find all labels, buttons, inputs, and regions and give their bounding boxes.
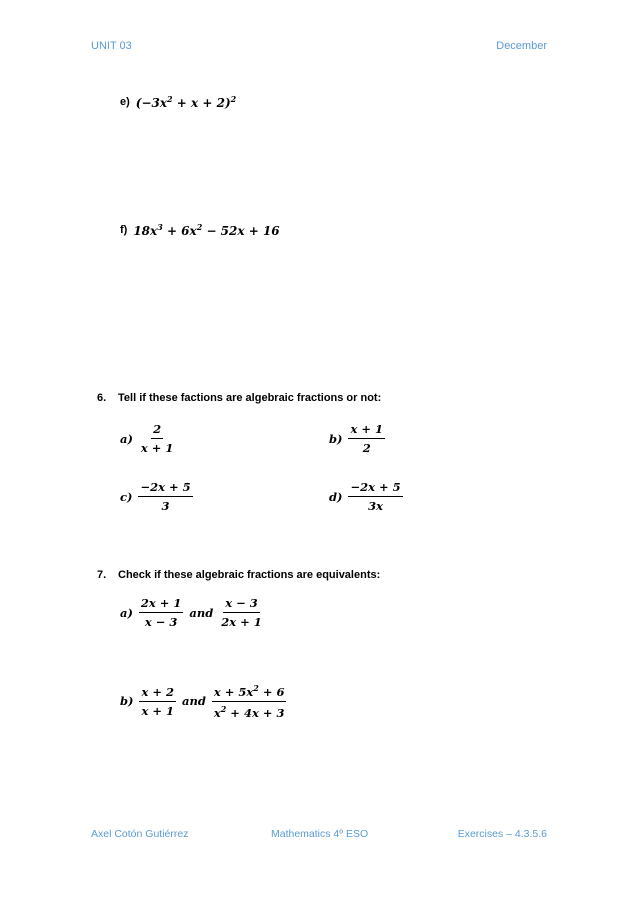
q7-b-numerator-2: $x + 5x^2 + 6$ <box>212 683 287 702</box>
q7-b-denominator-2: $x^2 + 4x + 3$ <box>213 703 285 720</box>
q7-a <box>120 596 264 629</box>
q7-number: 7. <box>97 569 107 581</box>
item-e-label: e) <box>120 96 130 108</box>
footer-author: Axel Cotón Gutiérrez <box>91 828 189 840</box>
item-f <box>120 222 280 238</box>
q6-a-fraction <box>139 422 176 455</box>
header-month: December <box>496 40 547 52</box>
q6-a-label: a) <box>120 431 133 446</box>
q7-b <box>120 683 286 720</box>
q7-a-fraction-2 <box>219 596 264 629</box>
item-f-expression: $18x^3 + 6x^2 - 52x + 16$ <box>133 222 280 238</box>
q7-b-denominator-1: x + 1 <box>141 703 174 718</box>
q6-d-denominator: 3x <box>368 499 383 513</box>
q6-d-label: d) <box>329 489 343 504</box>
footer-exercises: Exercises – 4.3.5.6 <box>457 828 547 840</box>
q7-a-label: a) <box>120 605 133 620</box>
item-f-label: f) <box>120 224 128 236</box>
q6-c-fraction <box>138 480 192 513</box>
q6-c <box>120 480 193 513</box>
q6-c-denominator: 3 <box>161 499 170 513</box>
q6-a <box>120 422 175 455</box>
q6-text: Tell if these factions are algebraic fractions or not: <box>118 392 382 404</box>
q7-a-denominator-1: x − 3 <box>144 615 178 629</box>
q6-d-numerator: −2x + 5 <box>348 480 402 497</box>
q6-c-numerator: −2x + 5 <box>138 480 192 497</box>
q7-text: Check if these algebraic fractions are equivalents: <box>118 569 381 581</box>
q6-d <box>329 480 403 513</box>
q7-a-and: and <box>189 605 214 620</box>
q6-b <box>329 422 385 455</box>
item-e-expression: $(-3x^2 + x + 2)^2$ <box>135 94 237 110</box>
q6-d-fraction <box>348 480 402 513</box>
q6-a-denominator: x + 1 <box>140 441 174 455</box>
q7-a-numerator-1: 2x + 1 <box>139 596 184 613</box>
header-unit: UNIT 03 <box>91 40 132 52</box>
q7-b-label: b) <box>120 694 134 709</box>
q6-b-fraction <box>348 422 385 455</box>
q7-b-numerator-1: x + 2 <box>139 685 176 702</box>
q6-b-numerator: x + 1 <box>348 422 385 439</box>
q7-b-fraction-2 <box>212 683 287 720</box>
q6-b-label: b) <box>329 431 343 446</box>
q7-b-and: and <box>182 694 206 709</box>
q7-a-denominator-2: 2x + 1 <box>221 615 262 629</box>
q6-number: 6. <box>97 392 107 404</box>
q7-a-fraction-1 <box>139 596 184 629</box>
footer-subject: Mathematics 4º ESO <box>271 828 369 840</box>
q6-b-denominator: 2 <box>362 441 371 455</box>
q6-a-numerator: 2 <box>151 422 163 439</box>
q7-a-numerator-2: x − 3 <box>223 596 260 613</box>
q6-c-label: c) <box>120 489 133 504</box>
q7-b-fraction-1 <box>139 685 176 718</box>
item-e <box>120 94 236 110</box>
